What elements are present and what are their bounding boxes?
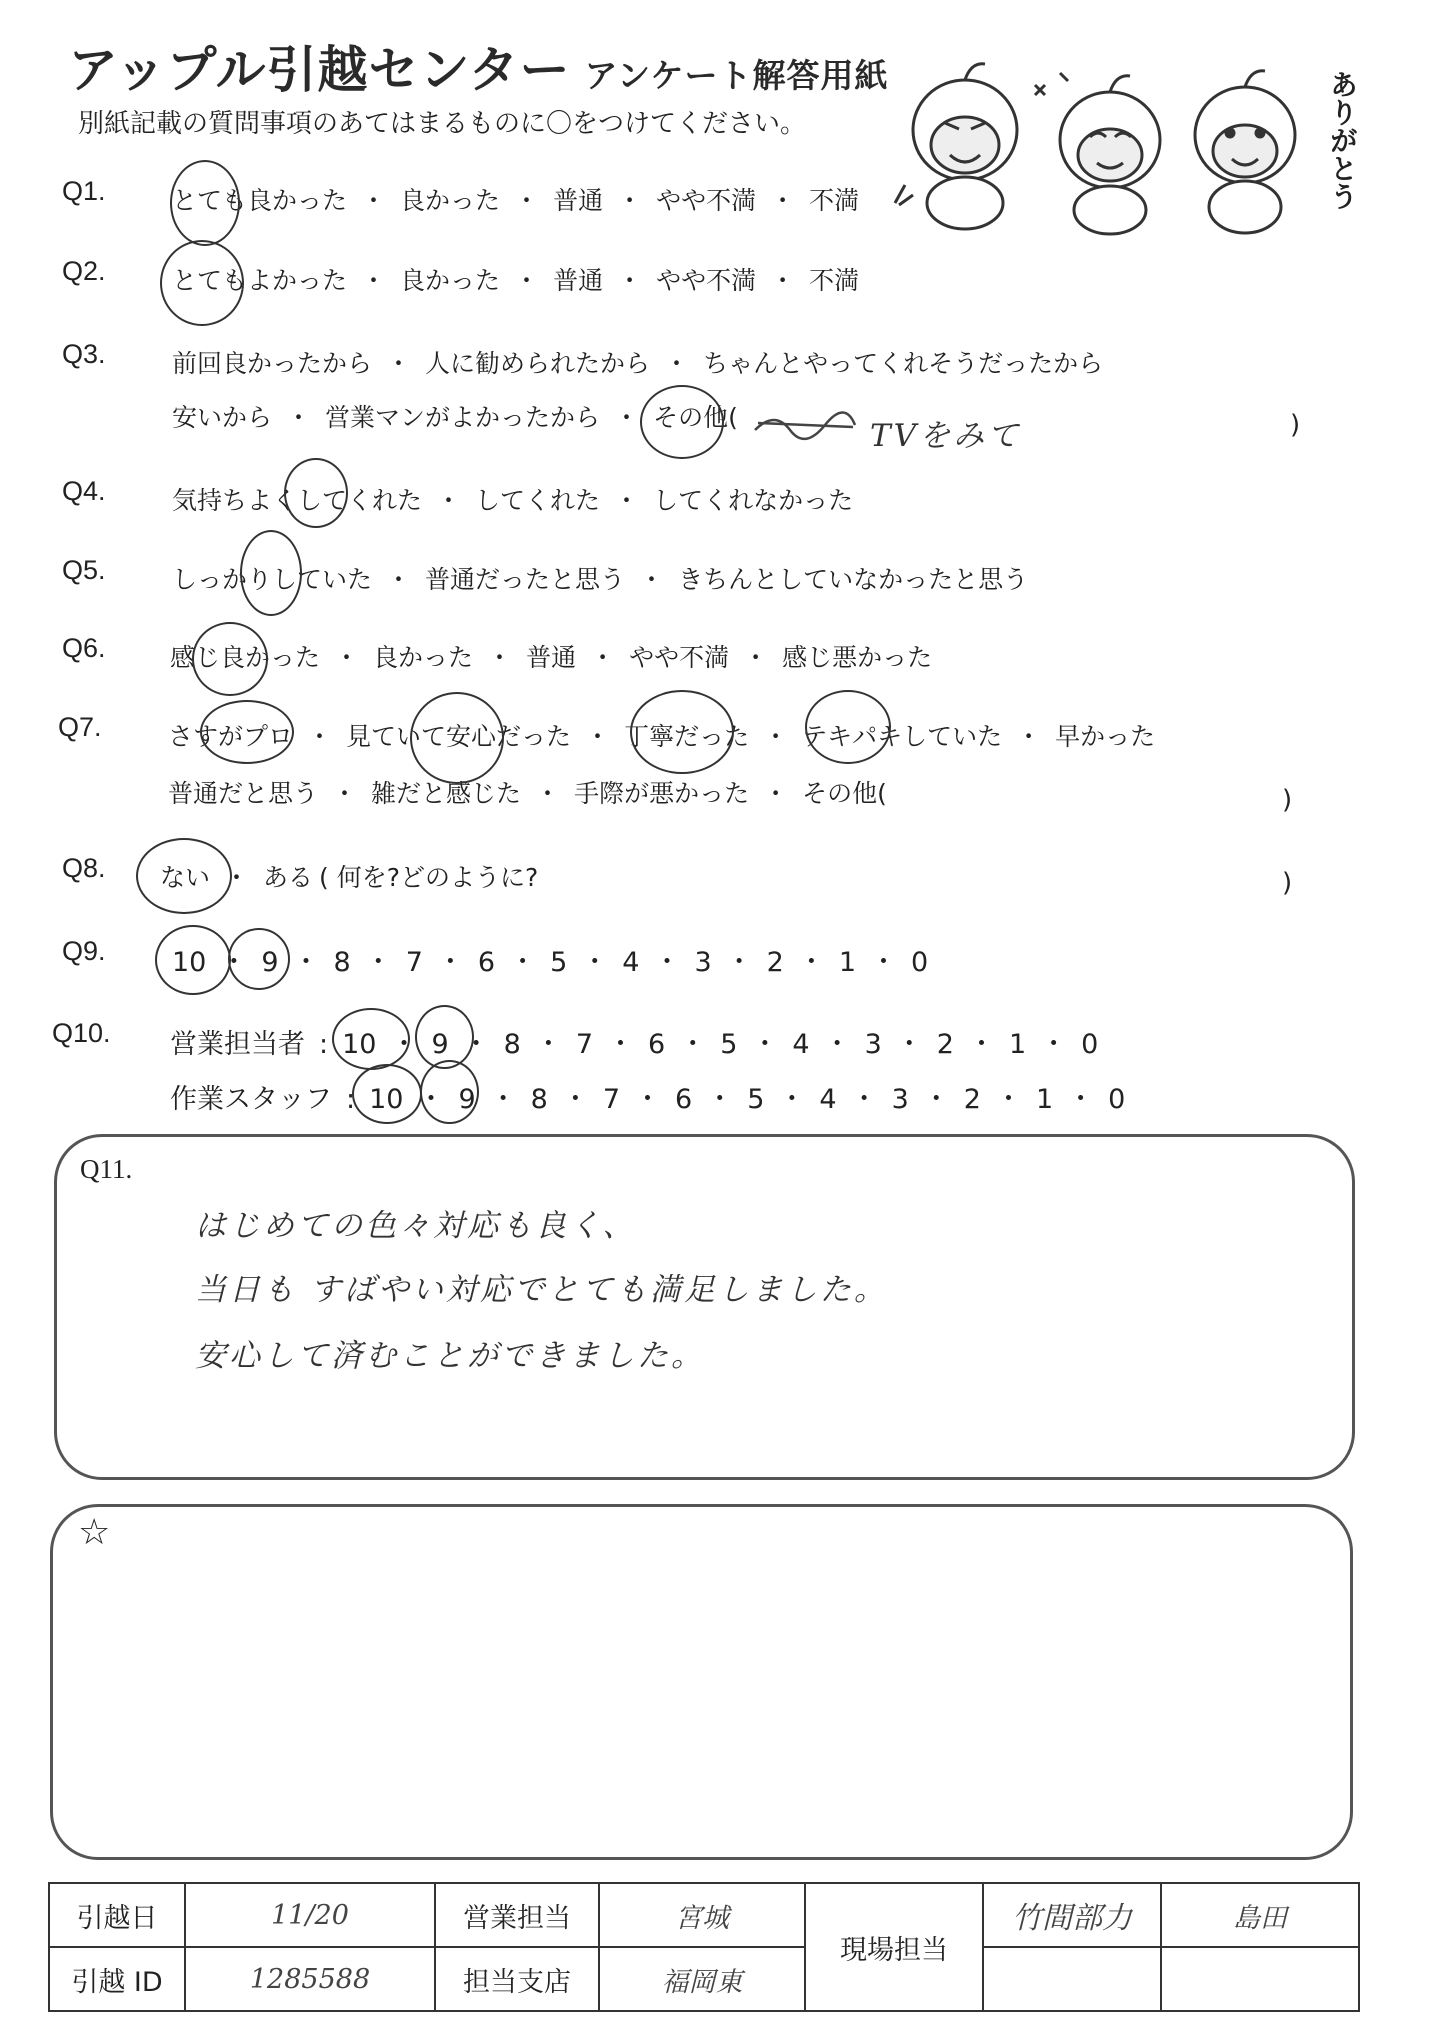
branch-label: 担当支店	[435, 1947, 599, 2011]
q3-options-line2: 安いから ・ 営業マンがよかったから ・ その他(	[172, 398, 738, 434]
q1-option[interactable]: とても良かった	[172, 186, 348, 215]
q7-option[interactable]: 雑だと感じた	[371, 779, 522, 808]
sales-value[interactable]: 宮城	[599, 1883, 805, 1947]
q3-options-line1: 前回良かったから ・ 人に勧められたから ・ ちゃんとやってくれそうだったから	[172, 344, 1103, 380]
q6-options: 感じ良かった ・ 良かった ・ 普通 ・ やや不満 ・ 感じ悪かった	[170, 638, 932, 674]
q7-paren-close: )	[1282, 785, 1293, 815]
q1-options: とても良かった ・ 良かった ・ 普通 ・ やや不満 ・ 不満	[172, 181, 859, 217]
q3-label: Q3.	[62, 339, 106, 369]
q7-selection-circle	[410, 692, 504, 784]
comment-line: はじめての色々対応も良く、	[195, 1208, 637, 1244]
q10-staff-score[interactable]: 0	[1108, 1084, 1126, 1115]
q10-sales-score[interactable]: 6	[648, 1029, 666, 1060]
form-subtitle: アンケート解答用紙	[584, 56, 889, 95]
q10-sales-score[interactable]: 5	[720, 1029, 738, 1060]
q6-label: Q6.	[62, 633, 106, 663]
q8-paren-close: )	[1282, 868, 1293, 898]
comment-line: 安心して済むことができました。	[195, 1338, 705, 1374]
q1-option[interactable]: 良かった	[400, 186, 501, 215]
q5-label: Q5.	[62, 555, 106, 585]
q7-option[interactable]: さすがプロ	[168, 722, 294, 751]
q6-option[interactable]: 良かった	[373, 643, 474, 672]
q6-selection-circle	[192, 622, 268, 696]
q7-selection-circle	[630, 690, 734, 774]
site-empty-cell[interactable]	[1161, 1947, 1359, 2011]
q3-option[interactable]: 安いから	[172, 403, 273, 432]
q9-score[interactable]: 8	[333, 947, 351, 978]
q5-selection-circle	[240, 530, 302, 616]
q10-sales-score[interactable]: 10	[342, 1029, 377, 1060]
branch-value[interactable]: 福岡東	[599, 1947, 805, 2011]
q9-score[interactable]: 5	[550, 947, 568, 978]
q10-sales-score[interactable]: 3	[864, 1029, 882, 1060]
move-info-table	[48, 1882, 1360, 2012]
q2-option[interactable]: 良かった	[400, 266, 501, 295]
q3-paren-close: )	[1290, 410, 1301, 440]
q1-label: Q1.	[62, 176, 106, 206]
q9-score[interactable]: 6	[477, 947, 496, 978]
q10-staff-score[interactable]: 6	[675, 1084, 693, 1115]
q10-staff-label: 作業スタッフ	[170, 1084, 332, 1115]
q9-score[interactable]: 4	[622, 947, 640, 978]
move-date-label: 引越日	[49, 1883, 185, 1947]
q3-option[interactable]: その他(	[653, 403, 738, 432]
q7-option[interactable]: 手際が悪かった	[574, 779, 750, 808]
q9-score[interactable]: 10	[172, 947, 207, 978]
q3-option[interactable]: 前回良かったから	[172, 349, 373, 378]
q9-score[interactable]: 3	[694, 947, 712, 978]
q2-label: Q2.	[62, 256, 106, 286]
q4-options: 気持ちよくしてくれた ・ してくれた ・ してくれなかった	[172, 481, 853, 517]
q2-option[interactable]: やや不満	[656, 266, 757, 295]
q10-staff-score[interactable]: 10	[369, 1084, 404, 1115]
q10-sales-score[interactable]: 2	[936, 1029, 954, 1060]
q2-option[interactable]: 不満	[809, 266, 860, 295]
q8-extra: ( 何を?どのように?	[319, 863, 539, 892]
q7-option[interactable]: 見ていて安心だった	[346, 722, 572, 751]
q10-staff-score[interactable]: 2	[963, 1084, 981, 1115]
q7-option[interactable]: テキパキしていた	[802, 722, 1003, 751]
site-value-1[interactable]: 竹間部力	[983, 1883, 1161, 1947]
q10-staff-row: 作業スタッフ : 10 ・ 9 ・ 8 ・ 7 ・ 6 ・ 5 ・ 4 ・ 3 ・ 2 ・ 1 ・ 0	[170, 1077, 1125, 1116]
move-date-value[interactable]: 11/20	[185, 1883, 435, 1947]
q4-option[interactable]: してくれた	[475, 486, 601, 515]
q7-option[interactable]: その他(	[802, 779, 887, 808]
q9-selection-circle	[228, 928, 290, 990]
q9-label: Q9.	[62, 936, 106, 966]
move-id-value[interactable]: 1285588	[185, 1947, 435, 2011]
comments-label: Q11.	[80, 1154, 133, 1184]
q10-sales-label: 営業担当者	[170, 1029, 305, 1060]
q10-staff-selection-circle	[352, 1064, 422, 1124]
q3-option[interactable]: 営業マンがよかったから	[325, 403, 601, 432]
q9-scale: 10 ・ 9 ・ 8 ・ 7 ・ 6 ・ 5 ・ 4 ・ 3 ・ 2 ・ 1 ・ 0	[172, 947, 929, 978]
q8-option[interactable]: ない	[160, 863, 211, 892]
thanks-text: ありがとう	[1326, 70, 1359, 210]
q6-option[interactable]: 感じ悪かった	[782, 643, 933, 672]
q6-option[interactable]: 普通	[526, 643, 577, 672]
q9-score[interactable]: 1	[838, 947, 857, 978]
q1-option[interactable]: 普通	[553, 186, 604, 215]
sales-label: 営業担当	[435, 1883, 599, 1947]
move-id-label: 引越 ID	[49, 1947, 185, 2011]
q10-staff-score[interactable]: 8	[530, 1084, 548, 1115]
q4-selection-circle	[284, 458, 348, 528]
q8-label: Q8.	[62, 853, 106, 883]
q5-option[interactable]: 普通だったと思う	[425, 565, 626, 594]
q6-option[interactable]: やや不満	[629, 643, 730, 672]
q7-options-line1: さすがプロ ・ 見ていて安心だった ・ 丁寧だった ・ テキパキしていた ・ 早かった	[168, 717, 1155, 753]
star-icon: ☆	[78, 1512, 111, 1553]
q6-option[interactable]: 感じ良かった	[170, 643, 321, 672]
q5-options: しっかりしていた ・ 普通だったと思う ・ きちんとしていなかったと思う	[172, 560, 1028, 596]
q2-option[interactable]: 普通	[553, 266, 604, 295]
q4-option[interactable]: 気持ちよくしてくれた	[172, 486, 423, 515]
q9-score[interactable]: 9	[261, 947, 279, 978]
q5-option[interactable]: きちんとしていなかったと思う	[678, 565, 1029, 594]
q10-sales-selection-circle	[332, 1008, 410, 1070]
q10-sales-score[interactable]: 0	[1081, 1029, 1099, 1060]
q7-label: Q7.	[58, 712, 102, 742]
q10-staff-score[interactable]: 3	[891, 1084, 909, 1115]
q4-label: Q4.	[62, 476, 106, 506]
site-label: 現場担当	[805, 1883, 983, 2011]
mascot-illustration	[885, 45, 1355, 245]
q10-staff-score[interactable]: 7	[602, 1084, 621, 1115]
q8-selection-circle	[136, 838, 232, 914]
q3-option[interactable]: 人に勧められたから	[425, 349, 651, 378]
q3-option[interactable]: ちゃんとやってくれそうだったから	[703, 349, 1104, 378]
comment-line: 当日も すばやい対応でとても満足しました。	[195, 1272, 888, 1308]
q9-score[interactable]: 0	[911, 947, 929, 978]
q1-option[interactable]: 不満	[809, 186, 860, 215]
q10-staff-score[interactable]: 1	[1035, 1084, 1054, 1115]
q10-staff-selection-circle	[420, 1060, 479, 1124]
q1-selection-circle	[170, 160, 240, 246]
q10-sales-score[interactable]: 7	[575, 1029, 594, 1060]
q4-option[interactable]: してくれなかった	[653, 486, 854, 515]
instruction-text: 別紙記載の質問事項のあてはまるものに〇をつけてください。	[78, 109, 807, 139]
q10-sales-score[interactable]: 1	[1008, 1029, 1027, 1060]
q10-sales-score[interactable]: 8	[503, 1029, 521, 1060]
q9-score[interactable]: 2	[766, 947, 784, 978]
q3-selection-circle	[640, 385, 724, 459]
q7-option[interactable]: 丁寧だった	[624, 722, 750, 751]
q10-sales-score[interactable]: 9	[431, 1029, 449, 1060]
star-box[interactable]	[50, 1504, 1353, 1860]
q10-sales-row: 営業担当者 : 10 ・ 9 ・ 8 ・ 7 ・ 6 ・ 5 ・ 4 ・ 3 ・ 2 ・ 1 ・ 0	[170, 1022, 1098, 1061]
q9-score[interactable]: 7	[405, 947, 423, 978]
q10-staff-score[interactable]: 4	[819, 1084, 837, 1115]
q8-options: ない ・ ある ( 何を?どのように?	[160, 858, 538, 894]
q9-selection-circle	[155, 925, 231, 995]
company-name: アップル引越センター	[68, 41, 571, 99]
q10-staff-score[interactable]: 5	[747, 1084, 765, 1115]
q10-label: Q10.	[52, 1018, 111, 1048]
q7-option[interactable]: 普通だと思う	[168, 779, 319, 808]
q7-selection-circle	[805, 690, 891, 764]
q10-sales-score[interactable]: 4	[792, 1029, 810, 1060]
q2-options: とてもよかった ・ 良かった ・ 普通 ・ やや不満 ・ 不満	[172, 261, 859, 297]
q7-option[interactable]: 早かった	[1055, 722, 1156, 751]
site-value-2[interactable]: 島田	[1161, 1883, 1359, 1947]
q3-strikeout-scribble	[750, 405, 860, 445]
q2-selection-circle	[160, 240, 244, 326]
q7-selection-circle	[200, 700, 294, 764]
q2-option[interactable]: とてもよかった	[172, 266, 348, 295]
q8-option[interactable]: ある	[263, 863, 314, 892]
q1-option[interactable]: やや不満	[656, 186, 757, 215]
site-empty-cell[interactable]	[983, 1947, 1161, 2011]
form-title	[68, 30, 889, 102]
q5-option[interactable]: しっかりしていた	[172, 565, 373, 594]
q10-staff-score[interactable]: 9	[458, 1084, 476, 1115]
q3-other-handwritten: TVをみて	[870, 418, 1022, 454]
q7-options-line2: 普通だと思う ・ 雑だと感じた ・ 手際が悪かった ・ その他(	[168, 774, 887, 810]
